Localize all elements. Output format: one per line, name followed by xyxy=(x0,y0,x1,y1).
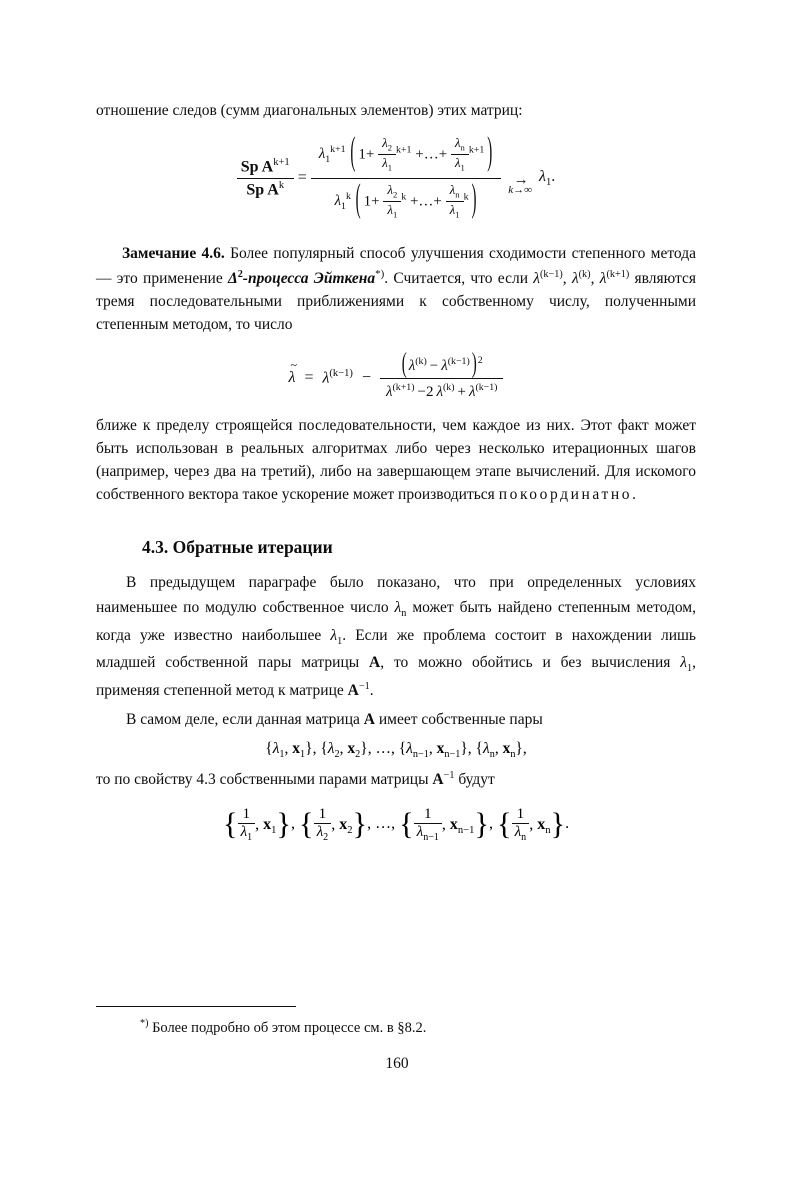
formula2-num-minus: − xyxy=(429,357,439,374)
inv4-lambda-sub: n xyxy=(521,832,527,844)
formula1-den-term2 xyxy=(446,183,464,221)
body2-part1: В самом деле, если данная матрица xyxy=(126,711,364,729)
formula2-num-sup: 2 xyxy=(477,354,483,366)
formula-aitken xyxy=(96,348,696,401)
eigen-pair-1: {$\lambda_1$, $x_1$} xyxy=(265,740,313,761)
body2-part2: имеет собственные пары xyxy=(374,711,543,729)
formula1-den-one: 1+ xyxy=(363,193,380,210)
eigen-pairs-row xyxy=(96,740,696,760)
footnote-marker: *) xyxy=(140,1018,149,1029)
formula2-den-b-sup: (k) xyxy=(442,381,455,393)
inv1-lambda: λ xyxy=(240,823,248,841)
formula2-den-a-sup: (k+1) xyxy=(392,381,415,393)
body-paragraph-2 xyxy=(96,707,696,732)
inverse-pair-4: { $\frac{1}{\lambda_n}$ , $x_n$} xyxy=(497,805,566,844)
remark-comma-2: , xyxy=(590,269,600,287)
body1-lambda-1: λ xyxy=(330,626,338,644)
formula1-den-term1-den-sub: 1 xyxy=(392,209,398,220)
body3-matrix-a: A xyxy=(432,771,444,789)
formula2-den-c-sup: (k−1) xyxy=(475,381,498,393)
formula1-num-lead-sup: k+1 xyxy=(330,144,346,156)
formula1-den-term2-sup: k xyxy=(463,191,469,203)
formula1-num-term1-num-sub: 2 xyxy=(387,142,393,153)
formula1-den-term1-den: λ xyxy=(387,202,393,218)
formula2-fraction xyxy=(380,348,504,401)
eigen-pairs-trail: , xyxy=(522,740,527,758)
inverse-pair-3: { $\frac{1}{\lambda_{n-1}}$ , $x_{n-1}$} xyxy=(399,805,489,844)
eigen-pair-2: {$\lambda_2$, $x_2$} xyxy=(320,740,368,761)
formula2-den-minus: −2 xyxy=(417,383,434,400)
formula1-den-term2-num-sub: n xyxy=(455,189,460,200)
inv4-one: 1 xyxy=(516,805,525,823)
inverse-sep4: , xyxy=(489,815,497,833)
formula1-limit-lambda-sub: 1 xyxy=(545,177,552,189)
inv2-lambda: λ xyxy=(316,823,324,841)
body1-matrix-a-inv: A xyxy=(347,682,359,700)
body-paragraph-3 xyxy=(96,768,696,792)
inv3-lambda: λ xyxy=(416,823,424,841)
formula1-num-lead: λ xyxy=(318,146,326,163)
formula1-limit-arrow xyxy=(508,173,532,196)
formula1-den-term2-num: λ xyxy=(449,181,456,197)
body3-matrix-a-sup: −1 xyxy=(443,770,455,782)
inverse-pairs-row xyxy=(96,806,696,843)
formula1-num-term2-den: λ xyxy=(454,155,461,171)
remark-emphasis-rest: -процесса Эйткена xyxy=(242,269,376,287)
formula1-den-lead-sup: k xyxy=(345,191,351,203)
footnote-separator xyxy=(96,1006,296,1007)
formula1-den-term1 xyxy=(383,183,401,221)
formula1-den-term1-num-sub: 2 xyxy=(392,189,398,200)
remark-text-after-1: . Считается, что если xyxy=(384,269,534,287)
body1-matrix-a-inv-sup: −1 xyxy=(358,680,370,692)
remark-emphasis xyxy=(228,270,375,287)
inv1-lambda-sub: 1 xyxy=(247,832,253,844)
inverse-sep1: , xyxy=(291,815,299,833)
remark-comma-1: , xyxy=(562,269,572,287)
paragraph-after-aitken-spaced: покоординатно. xyxy=(498,485,639,503)
formula1-num-term2-sup: k+1 xyxy=(468,144,485,156)
formula2-minus: − xyxy=(361,368,371,386)
body1-lambda-1b: λ xyxy=(680,654,688,672)
formula1-num-term1-den: λ xyxy=(382,155,388,171)
body1-part3: . Если же проблема состоит в нахождении лишь младшей собственной пары матрицы xyxy=(96,626,696,672)
formula1-den-term1-num: λ xyxy=(387,181,393,197)
body1-part2: может быть найдено степенным методом, когда уже известно наибольшее xyxy=(96,599,696,644)
remark-label: Замечание 4.6. xyxy=(122,244,225,262)
eigen-pair-3: {$\lambda_{n-1}$, $x_{n-1}$} xyxy=(398,740,468,761)
body1-matrix-a: A xyxy=(369,654,381,672)
body1-lambda-1-sub: 1 xyxy=(337,635,343,647)
remark-lambda-1-sup: (k−1) xyxy=(539,268,563,280)
remark-paragraph xyxy=(96,243,696,337)
page-content xyxy=(96,100,696,851)
formula1-den-lead-sub: 1 xyxy=(341,201,346,213)
formula2-lambda-tilde: λ xyxy=(288,368,296,386)
inverse-period: . xyxy=(565,815,570,833)
eigen-pairs-sep3: , xyxy=(390,740,399,758)
body3-part2: будут xyxy=(454,771,495,789)
formula1-equals: = xyxy=(297,169,307,187)
formula2-num-open: ( xyxy=(401,348,407,380)
inverse-pair-1: { $\frac{1}{\lambda_1}$ , $x_1$} xyxy=(222,805,291,844)
remark-lambda-2: λ xyxy=(571,269,579,287)
eigen-pairs-dots: … xyxy=(375,740,391,758)
inverse-sep2: , xyxy=(367,815,376,833)
inv2-x: x xyxy=(339,815,348,833)
inv2-x-sub: 2 xyxy=(347,824,353,836)
remark-delta: Δ xyxy=(227,269,238,287)
formula2-num-a: λ xyxy=(408,357,416,374)
formula2-term1-sup: (k−1) xyxy=(329,368,353,380)
formula2-num-close: ) xyxy=(471,348,477,380)
inv2-lambda-sub: 2 xyxy=(323,832,329,844)
formula1-lhs-num-sup: k+1 xyxy=(273,157,290,169)
body-paragraph-1 xyxy=(96,570,696,703)
formula1-lhs-num-text: Sp A xyxy=(240,158,274,176)
formula1-num-term1 xyxy=(378,136,396,174)
remark-footnote-marker: *) xyxy=(375,267,385,280)
formula2-equals: = xyxy=(304,368,314,386)
formula1-num-term2 xyxy=(451,136,469,174)
formula1-num-term1-sup: k+1 xyxy=(396,144,412,156)
formula1-period: . xyxy=(551,168,556,186)
formula1-limit-label: k→∞ xyxy=(508,183,533,196)
footnote-text: Более подробно об этом процессе см. в §8.2. xyxy=(148,1019,427,1036)
formula1-num-term2-den-sub: 1 xyxy=(460,163,465,174)
body1-lambda-n-sub: n xyxy=(401,608,407,620)
formula1-num-term1-den-sub: 1 xyxy=(387,163,393,174)
remark-lambda-2-sup: (k) xyxy=(578,268,591,280)
body1-lambda-1b-sub: 1 xyxy=(687,663,693,675)
body2-matrix-a: A xyxy=(363,711,375,729)
remark-text-before: Более популярный способ улучшения сходимости степенного метода — это применение xyxy=(96,244,696,287)
formula1-arrow-glyph: → xyxy=(513,171,527,188)
formula1-num-lead-sub: 1 xyxy=(325,154,331,166)
inverse-dots: … xyxy=(375,815,392,833)
eigen-pair-4: {$\lambda_n$, $x_n$} xyxy=(475,740,523,761)
formula2-num-a-sup: (k) xyxy=(415,355,427,367)
formula2-den-c: λ xyxy=(468,383,476,400)
remark-lambda-3: λ xyxy=(599,269,607,287)
body1-part5: , применяя степенной метод к матрице xyxy=(96,654,696,700)
formula1-rhs: $\lambda_1^{k+1}$ ( 1+ $\frac{\lambda_2}{\lambda_1}$ $^{k+1}$ +…+ $\frac{\lambda_n}{\lambda_1}$ $^{k+1}$ ) $\lambda_1^k$ ( 1+ $\frac{\lambda_2}{\lambda_1}$ $^k$ +…+ $\frac{\lambda_n}{\lambda_1}$ $^k$ ) xyxy=(311,136,502,221)
eigen-pairs-sep1: , xyxy=(312,740,321,758)
formula1-num-term2-num-sub: n xyxy=(460,142,465,153)
formula2-num-b: λ xyxy=(441,357,448,374)
formula2-den-b: λ xyxy=(436,383,443,400)
remark-lambda-1: λ xyxy=(533,269,540,287)
formula1-den-term2-den-sub: 1 xyxy=(455,209,460,220)
inv4-lambda: λ xyxy=(514,823,522,841)
formula1-den-dots: +…+ xyxy=(409,193,442,210)
section-title: 4.3. Обратные итерации xyxy=(142,536,333,557)
paragraph-after-aitken xyxy=(96,415,696,507)
intro-paragraph: отношение следов (сумм диагональных элементов) этих матриц: xyxy=(96,102,523,119)
inv1-x-sub: 1 xyxy=(271,824,277,836)
page-number: 160 xyxy=(385,1055,409,1072)
formula2-tilde-accent: ~ xyxy=(290,357,297,372)
inv1-x: x xyxy=(263,815,272,833)
inv1-one: 1 xyxy=(242,805,251,823)
formula1-num-term2-num: λ xyxy=(454,135,461,150)
inv2-one: 1 xyxy=(318,805,327,823)
formula1-lhs-den-text: Sp A xyxy=(246,181,279,199)
paragraph-after-aitken-text: ближе к пределу строящейся последовательности, чем каждое из них. Этот факт может быть использован в реальных алгоритмах либо через несколько итерационных шагов (например, через два на третий), либо на завершающем этапе вычислений. Для искомого собственного вектора такое ускорение может производиться xyxy=(96,417,696,503)
body1-part4: , то можно обойтись и без вычисления xyxy=(380,654,681,672)
formula1-limit-lambda: λ xyxy=(539,168,546,186)
eigen-pairs-sep4: , xyxy=(467,740,476,758)
formula1-den-term2-den: λ xyxy=(449,202,456,218)
inv3-x-sub: n−1 xyxy=(457,824,475,836)
inv3-x: x xyxy=(449,815,458,833)
inv4-x-sub: n xyxy=(545,824,551,836)
remark-text-after-2: являются тремя последовательными приближениями к собственному числу, полученными степенным методом, то число xyxy=(96,269,696,333)
formula1-num-dots: +…+ xyxy=(415,146,448,163)
formula-sp-ratio xyxy=(96,132,696,222)
footnote xyxy=(140,1018,426,1037)
inverse-pair-2: { $\frac{1}{\lambda_2}$ , $x_2$} xyxy=(299,805,368,844)
formula2-term1 xyxy=(322,368,352,387)
formula1-limit-value xyxy=(539,168,555,188)
formula1-num-term1-num: λ xyxy=(382,135,388,150)
formula1-lhs xyxy=(237,157,294,199)
inv4-x: x xyxy=(537,815,546,833)
formula1-den-term1-sup: k xyxy=(401,191,407,203)
body3-part1: то по свойству 4.3 собственными парами матрицы xyxy=(96,771,433,789)
inverse-sep3: , xyxy=(391,815,400,833)
eigen-pairs-sep2: , xyxy=(367,740,376,758)
formula1-den-lead: λ xyxy=(334,193,341,210)
formula1-lhs-den-sup: k xyxy=(278,179,285,191)
body1-lambda-n: λ xyxy=(394,599,402,617)
formula2-den-a: λ xyxy=(385,383,393,400)
body1-part6: . xyxy=(369,682,374,700)
formula2-den-plus: + xyxy=(457,383,466,400)
formula2-term1-lambda: λ xyxy=(322,369,330,387)
body1-part1: В предыдущем параграфе было показано, что при определенных условиях наименьшее по модулю собственное число xyxy=(96,573,696,617)
remark-delta-sup: 2 xyxy=(237,268,243,280)
remark-lambda-3-sup: (k+1) xyxy=(606,268,630,280)
formula2-num-b-sup: (k−1) xyxy=(447,355,470,367)
formula2-lhs xyxy=(288,357,297,387)
inv3-one: 1 xyxy=(423,805,432,823)
formula1-num-one: 1+ xyxy=(358,146,375,163)
inv3-lambda-sub: n−1 xyxy=(423,832,439,844)
